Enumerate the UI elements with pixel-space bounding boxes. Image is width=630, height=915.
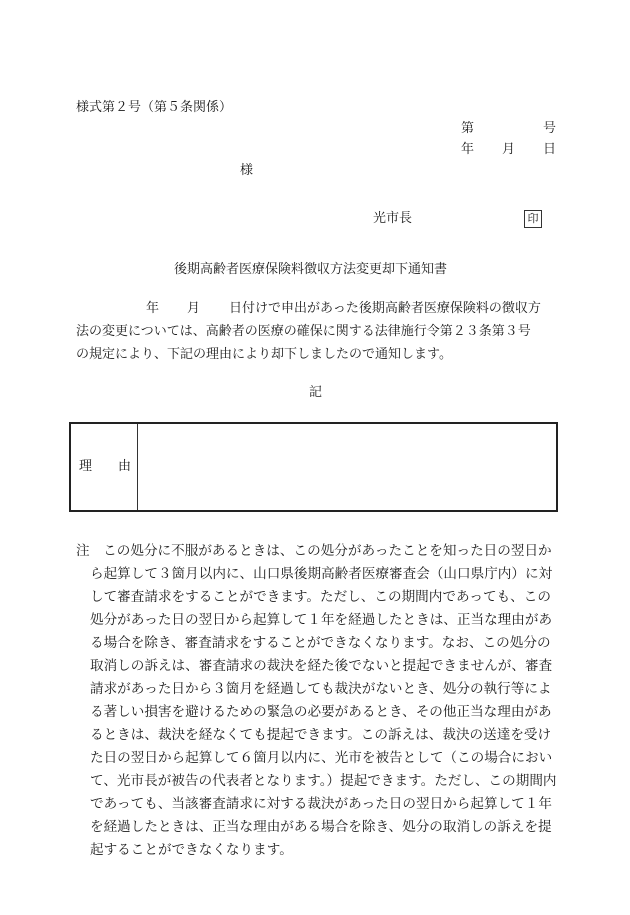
note-line: ら起算して３箇月以内に、山口県後期高齢者医療審査会（山口県庁内）に対	[90, 566, 553, 582]
note-line: るときは、裁決を経なくても提起できます。この訴えは、裁決の送達を受け	[90, 727, 552, 743]
reason-label: 理 由	[79, 459, 132, 474]
body-application-year: 年	[146, 301, 160, 316]
note-line: 注 この処分に不服があるときは、この処分があったことを知った日の翌日か	[76, 543, 552, 559]
note-line: 起することができなくなります。	[90, 842, 293, 858]
document-number-suffix: 号	[543, 121, 557, 136]
body-text-line: 法の変更については、高齢者の医療の確保に関する法律施行令第２３条第３号	[76, 324, 531, 339]
note-line: て、光市長が被告の代表者となります。）提起できます。ただし、この期間内	[90, 773, 557, 789]
reason-table	[69, 422, 558, 512]
note-line: る場合を除き、審査請求をすることができなくなります。なお、この処分の	[90, 635, 551, 651]
issue-date-year: 年	[461, 142, 475, 157]
body-text-line: の規定により、下記の理由により却下しましたので通知します。	[76, 347, 452, 362]
document-title: 後期高齢者医療保険料徴収方法変更却下通知書	[174, 262, 448, 277]
note-line: た日の翌日から起算して６箇月以内に、光市を被告として（この場合におい	[90, 750, 553, 766]
issuer-name: 光市長	[373, 211, 413, 226]
reason-label-cell	[71, 424, 138, 510]
issue-date-day: 日	[543, 142, 557, 157]
body-text-line: 日付けで申出があった後期高齢者医療保険料の徴収方	[229, 301, 541, 316]
document-number-prefix: 第	[461, 121, 475, 136]
note-line: 処分があった日の翌日から起算して１年を経過したときは、正当な理由があ	[90, 612, 553, 628]
form-number: 様式第２号（第５条関係）	[76, 100, 233, 115]
note-line: 取消しの訴えは、審査請求の裁決を経た後でないと提起できませんが、審査	[90, 658, 553, 674]
official-seal-icon: 印	[524, 210, 542, 228]
note-line: 請求があった日から３箇月を経過しても裁決がないとき、処分の執行等によ	[90, 681, 552, 697]
recipient-honorific: 様	[240, 163, 254, 178]
issue-date-month: 月	[502, 142, 516, 157]
note-line: る著しい損害を避けるための緊急の必要があるとき、その他正当な理由があ	[90, 704, 552, 720]
note-line: して審査請求をすることができます。ただし、この期間内であっても、この	[90, 589, 551, 605]
note-line: を経過したときは、正当な理由がある場合を除き、処分の取消しの訴えを提	[90, 819, 552, 835]
body-application-month: 月	[187, 301, 201, 316]
reason-value-cell	[138, 424, 556, 510]
note-line: であっても、当該審査請求に対する裁決があった日の翌日から起算して１年	[90, 796, 552, 812]
appeal-note	[76, 540, 566, 862]
ki-heading: 記	[309, 385, 323, 400]
